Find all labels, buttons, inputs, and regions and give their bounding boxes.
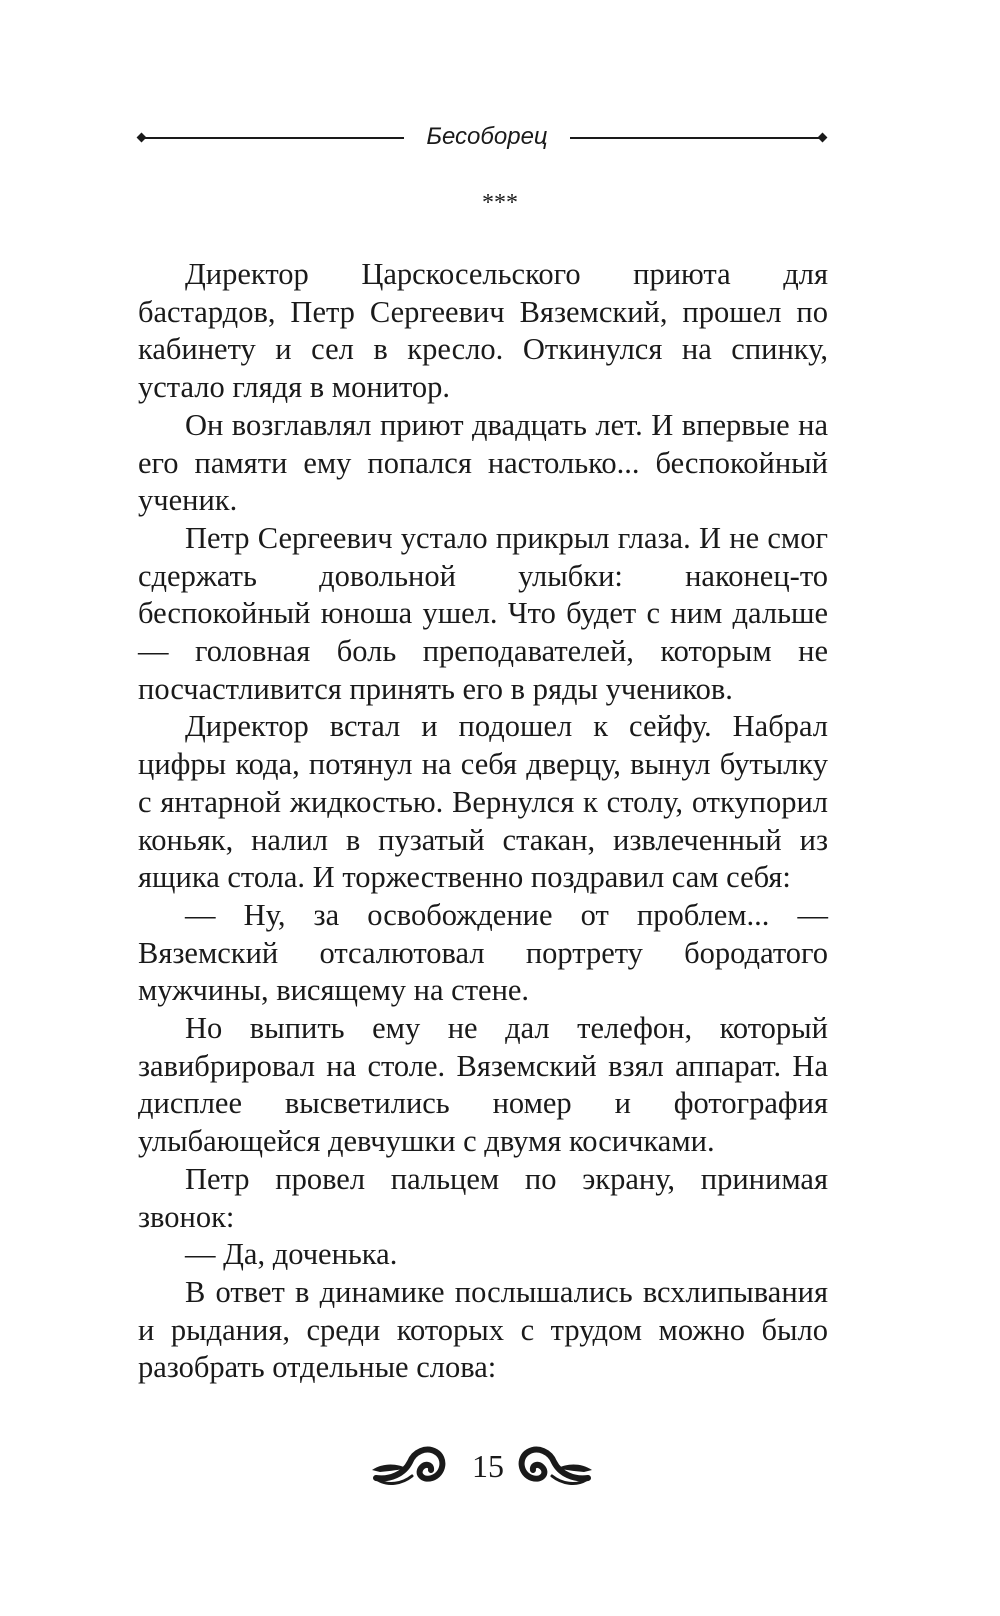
running-head-title: Бесоборец <box>426 123 548 150</box>
paragraph: Петр провел пальцем по экрану, принимая звонок: <box>138 1161 828 1234</box>
paragraph: Директор Царскосельского приюта для бастардов, Петр Сергеевич Вяземский, прошел по кабинету и сел в кресло. Откинулся на спинку, устало глядя в монитор. <box>138 257 828 405</box>
page-number: 15 <box>472 1448 504 1484</box>
page-footer <box>0 1440 1000 1500</box>
section-separator: *** <box>482 190 518 216</box>
scroll-ornament-left-icon <box>370 1440 446 1492</box>
scroll-ornament-right-icon <box>518 1440 594 1492</box>
paragraph: Но выпить ему не дал телефон, который завибрировал на столе. Вяземский взял аппарат. На дисплее высветились номер и фотография улыбающейся девчушки с двумя косичками. <box>138 1011 828 1159</box>
body-text <box>138 256 828 1387</box>
paragraph: — Ну, за освобождение от проблем... — Вяземский отсалютовал портрету бородатого мужчины, висящему на стене. <box>138 897 828 1008</box>
paragraph: В ответ в динамике послышались всхлипывания и рыдания, среди которых с трудом можно было разобрать отдельные слова: <box>138 1274 828 1385</box>
paragraph: Петр Сергеевич устало прикрыл глаза. И не смог сдержать довольной улыбки: наконец-то беспокойный юноша ушел. Что будет с ним дальше — головная боль преподавателей, которым не посчастливится принять его в ряды учеников. <box>138 520 828 706</box>
paragraph: Директор встал и подошел к сейфу. Набрал цифры кода, потянул на себя дверцу, вынул бутылку с янтарной жидкостью. Вернулся к столу, откупорил коньяк, налил в пузатый стакан, извлеченный из ящика стола. И торжественно поздравил сам себя: <box>138 709 828 895</box>
running-head <box>138 122 828 154</box>
header-rule-left <box>142 137 404 139</box>
paragraph: Он возглавлял приют двадцать лет. И впервые на его памяти ему попался настолько... беспокойный ученик. <box>138 407 828 518</box>
paragraph: — Да, доченька. <box>185 1237 398 1272</box>
header-rule-right <box>570 137 826 139</box>
header-ornament-dot-right <box>818 133 828 143</box>
